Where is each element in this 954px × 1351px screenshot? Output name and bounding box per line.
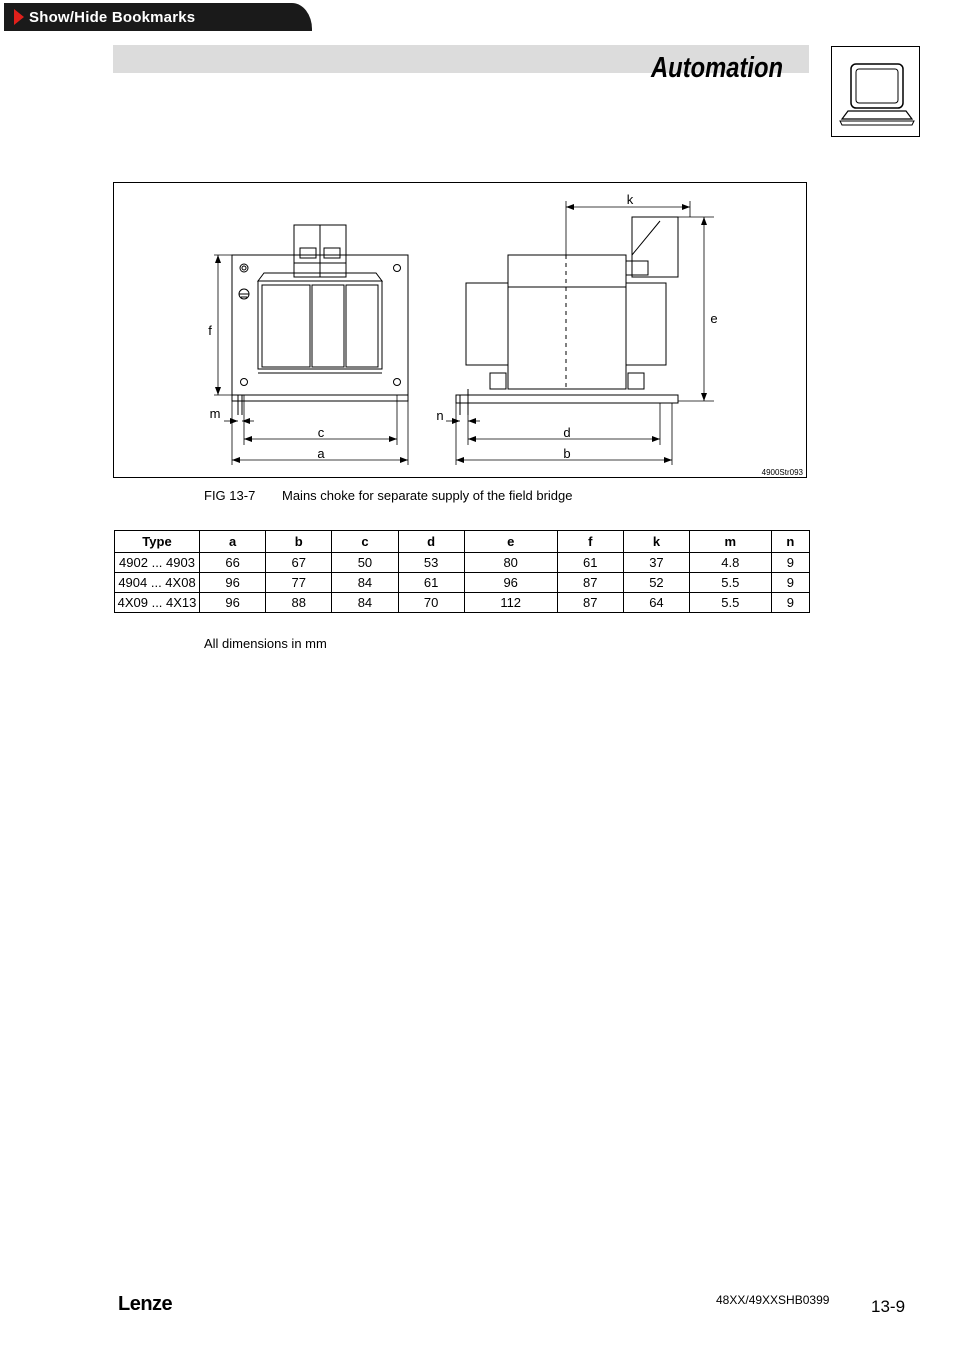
table-cell: 84: [332, 593, 398, 613]
table-cell: 112: [464, 593, 557, 613]
page-number: 13-9: [871, 1297, 906, 1316]
brand-logo: Lenze: [118, 1293, 173, 1315]
dim-label-m: m: [209, 406, 221, 421]
table-cell: 88: [266, 593, 332, 613]
show-hide-bookmarks-button[interactable]: [4, 3, 312, 31]
table-cell: 61: [557, 553, 623, 573]
side-view-base: [456, 395, 678, 403]
page-title: Automation: [650, 52, 783, 84]
bookmark-button-label: Show/Hide Bookmarks: [29, 8, 196, 26]
side-core: [508, 255, 626, 389]
table-row: [115, 553, 810, 573]
table-cell: 61: [398, 573, 464, 593]
table-cell: 5.5: [690, 573, 772, 593]
table-cell: 77: [266, 573, 332, 593]
drawing-id: 4900Str093: [761, 468, 803, 477]
header-d: d: [398, 531, 464, 553]
document-code: 48XX/49XXSHB0399: [716, 1293, 830, 1307]
dim-label-n: n: [436, 408, 444, 423]
choke-drawing-svg: [114, 183, 808, 479]
table-cell: 64: [623, 593, 689, 613]
table-cell: 80: [464, 553, 557, 573]
table-cell: 4.8: [690, 553, 772, 573]
header-a: a: [200, 531, 266, 553]
side-right-coil: [626, 283, 666, 365]
table-cell: 4902 ... 4903: [115, 553, 200, 573]
header-k: k: [623, 531, 689, 553]
table-cell: 9: [771, 593, 809, 613]
dim-label-k: k: [626, 192, 634, 207]
table-cell: 67: [266, 553, 332, 573]
dim-label-a: a: [317, 446, 325, 461]
table-cell: 87: [557, 573, 623, 593]
table-cell: 4904 ... 4X08: [115, 573, 200, 593]
figure-caption: Mains choke for separate supply of the field bridge: [282, 488, 573, 503]
computer-icon: [832, 47, 921, 138]
dim-label-f: f: [208, 323, 212, 338]
header-n: n: [771, 531, 809, 553]
figure-number: FIG 13-7: [204, 488, 256, 503]
table-row: [115, 593, 810, 613]
header-f: f: [557, 531, 623, 553]
table-cell: 37: [623, 553, 689, 573]
dim-label-d: d: [563, 425, 571, 440]
dim-label-b: b: [563, 446, 571, 461]
dim-label-c: c: [317, 425, 325, 440]
table-cell: 96: [200, 593, 266, 613]
header-c: c: [332, 531, 398, 553]
side-left-coil: [466, 283, 508, 365]
table-cell: 84: [332, 573, 398, 593]
header-b: b: [266, 531, 332, 553]
table-cell: 96: [464, 573, 557, 593]
header-type: Type: [115, 531, 200, 553]
table-header-row: [115, 531, 810, 553]
dim-label-e: e: [710, 311, 718, 326]
header-e: e: [464, 531, 557, 553]
dimension-drawing: [113, 182, 807, 478]
header-m: m: [690, 531, 772, 553]
table-cell: 70: [398, 593, 464, 613]
computer-icon-box: [831, 46, 920, 137]
table-cell: 87: [557, 593, 623, 613]
table-cell: 66: [200, 553, 266, 573]
front-view-base: [232, 395, 408, 401]
table-cell: 50: [332, 553, 398, 573]
table-cell: 52: [623, 573, 689, 593]
table-row: [115, 573, 810, 593]
coil-core: [258, 281, 382, 369]
table-cell: 96: [200, 573, 266, 593]
dimensions-table: [114, 530, 810, 613]
table-cell: 9: [771, 573, 809, 593]
dimensions-note: All dimensions in mm: [204, 636, 327, 651]
table-cell: 4X09 ... 4X13: [115, 593, 200, 613]
table-cell: 53: [398, 553, 464, 573]
table-cell: 9: [771, 553, 809, 573]
table-cell: 5.5: [690, 593, 772, 613]
triangle-right-icon: [14, 9, 24, 25]
